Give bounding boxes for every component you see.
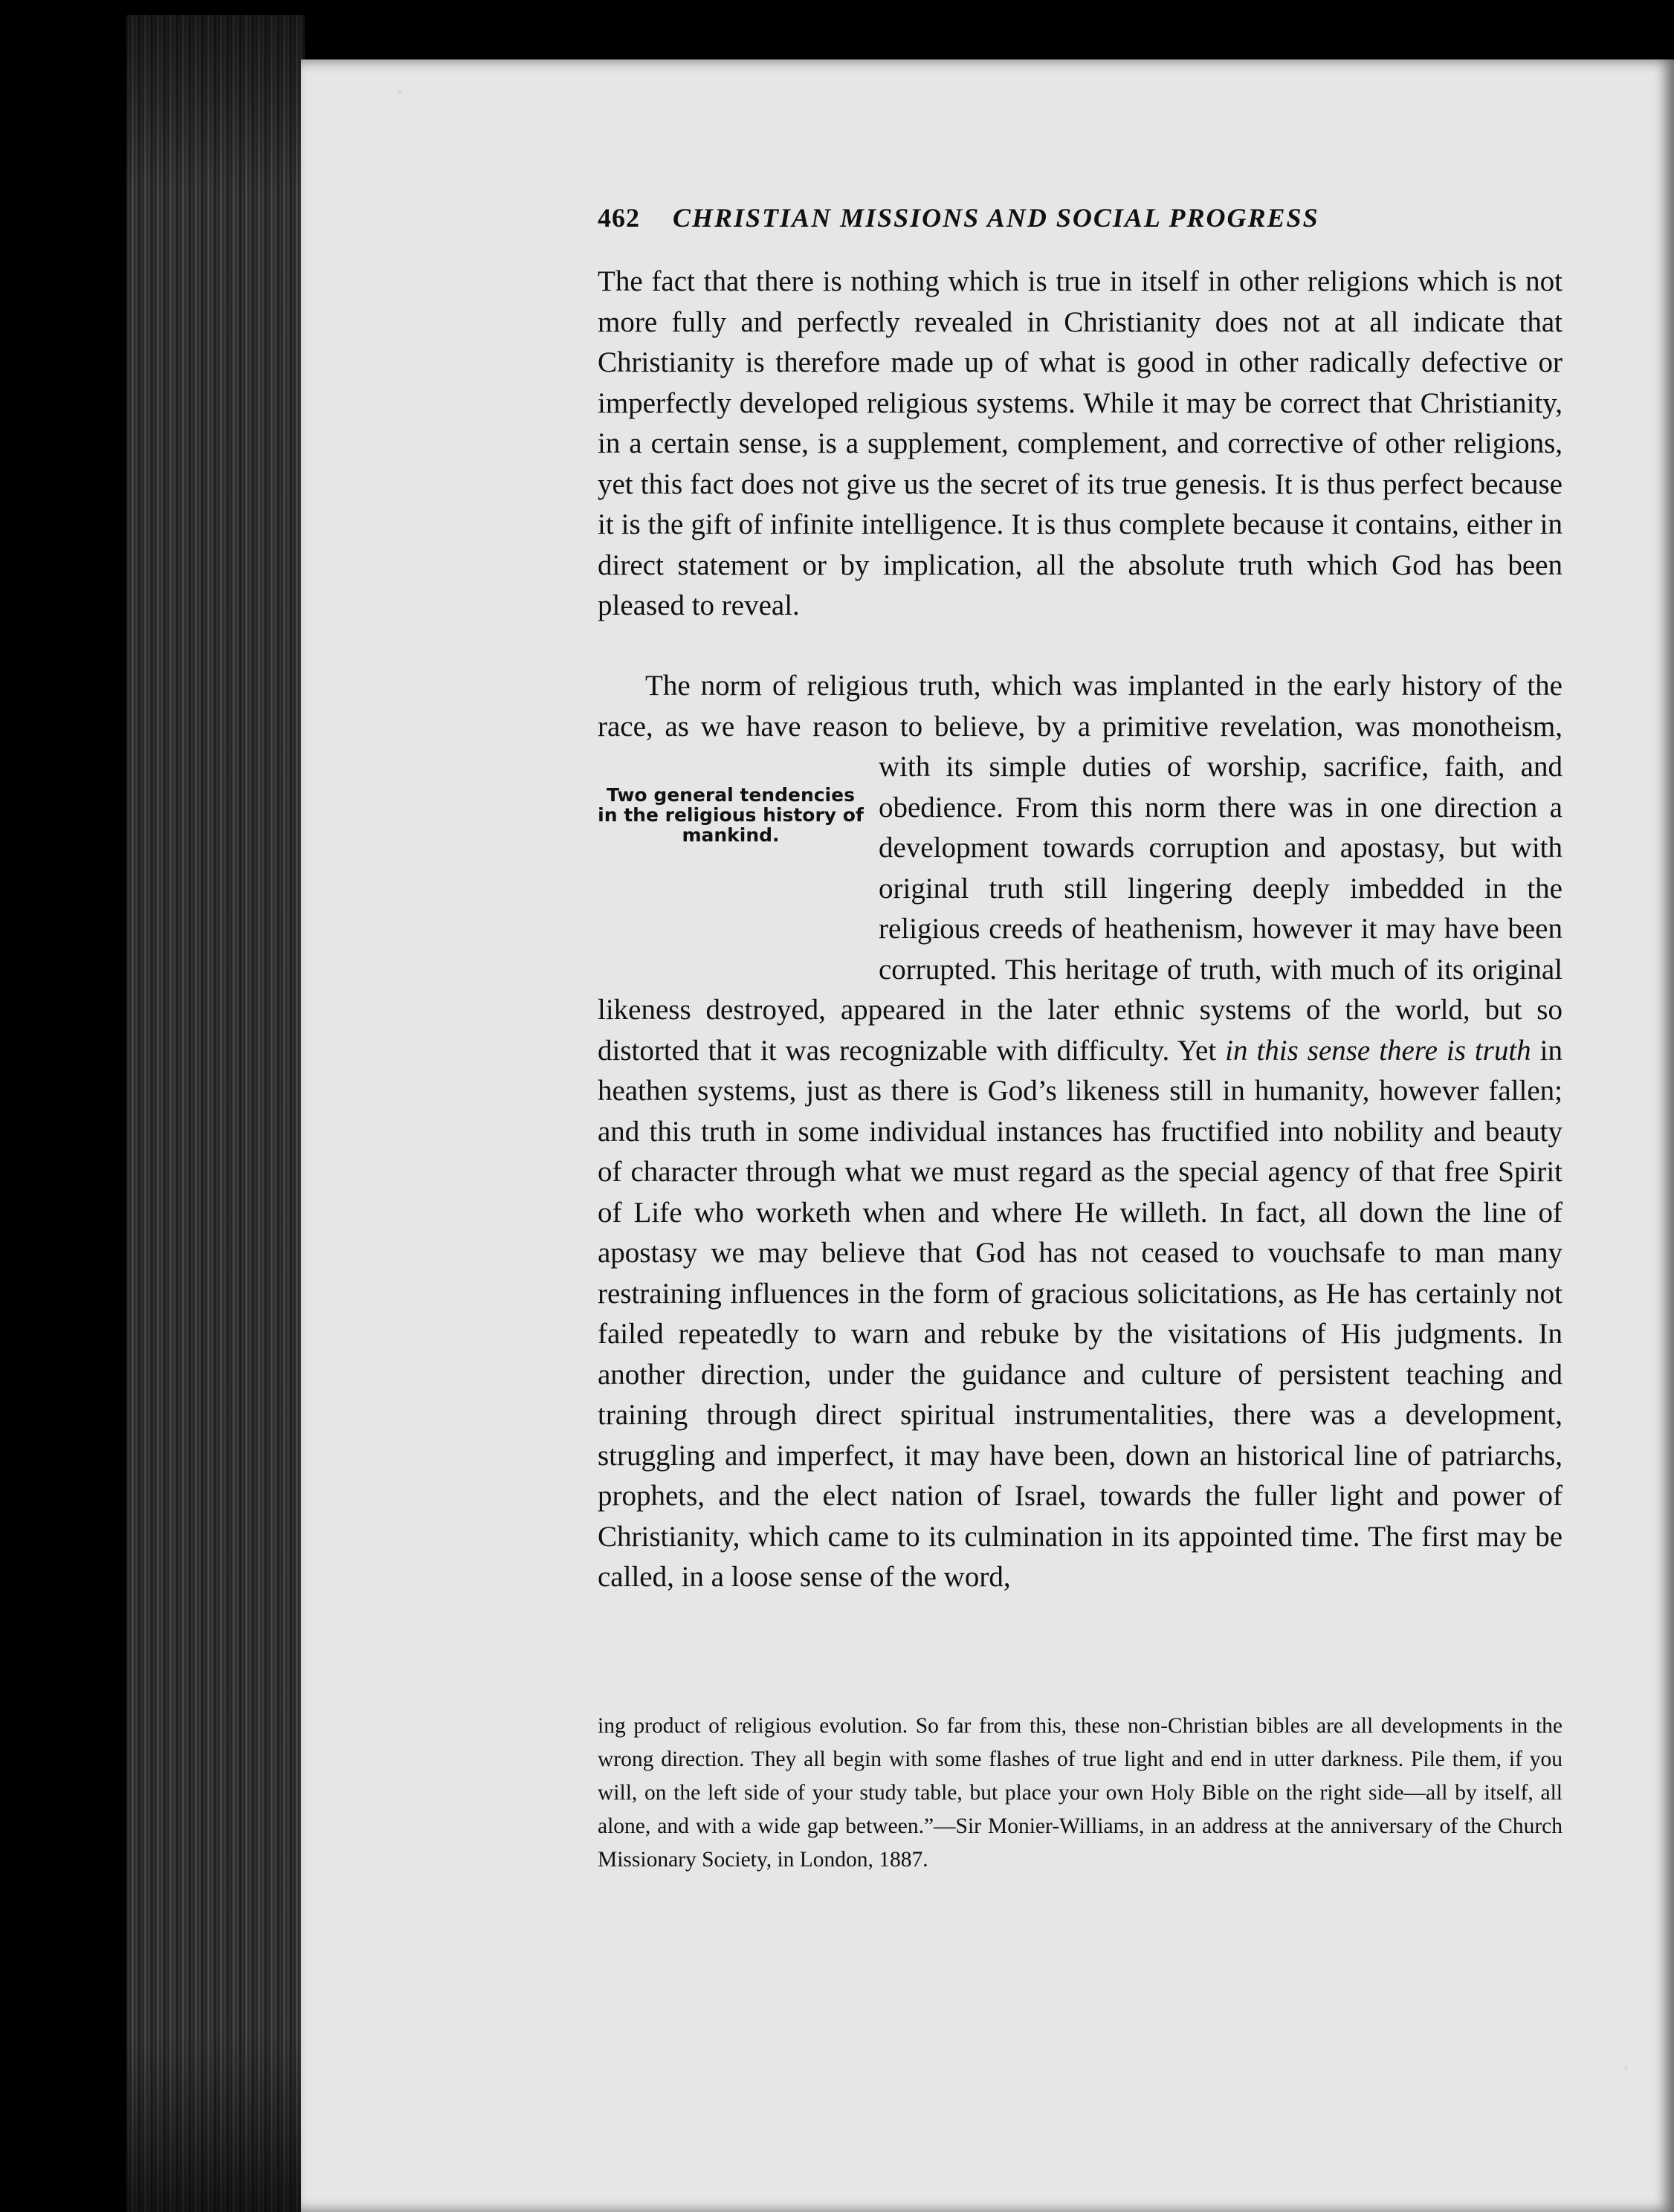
- paragraph-2-body-after-italic: in heathen systems, just as there is God’s likeness still in humanity, however fallen; and this truth in some individual instances has fructified into nobility and beauty of character through what we must regard as the special agency of that free Spirit of Life who worketh when and where He willeth. In fact, all down the line of apostasy we may believe that God has not ceased to vouchsafe to man many restraining influences in the form of gracious solicitations, as He has certainly not failed repeatedly to warn and rebuke by the visitations of His judgments. In another direction, under the guidance and culture of persistent teaching and training through direct spiritual instrumentalities, there was a development, struggling and imperfect, it may have been, down an historical line of patriarchs, prophets, and the elect nation of Israel, towards the fuller light and power of Christianity, which came to its culmination in its appointed time. The first may be called, in a loose sense of the word,: [598, 1034, 1562, 1593]
- book-spine-edge: [126, 15, 305, 2212]
- paragraph-1: The fact that there is nothing which is true in itself in other religions which is not more fully and perfectly revealed in Christianity does not at all indicate that Christianity is therefore made up of what is good in other radically defective or imperfectly developed religious systems. While it may be correct that Christianity, in a certain sense, is a supplement, complement, and corrective of other religions, yet this fact does not give us the secret of its true genesis. It is thus perfect because it is the gift of infinite intelligence. It is thus complete because it contains, either in direct statement or by implication, all the absolute truth which God has been pleased to reveal.: [598, 265, 1562, 621]
- paragraph-2-lead: The norm of religious truth, which was implanted in the early history of the race, as we have reason to believe, by a primitive revelation,: [598, 670, 1562, 743]
- paragraph-2-body-before-italic: was monotheism, with its simple duties of worship, sacrifice, faith, and obedience. From this norm there was in one direction a development towards corruption and apostasy, but with original truth still lingering deeply imbedded in the religious creeds of heathenism, however it may have been corrupted. This heritage of truth, with much of its original likeness destroyed, appeared in the later ethnic systems of the world, but so distorted that it was recognizable with difficulty. Yet: [598, 710, 1563, 1067]
- running-head-title: CHRISTIAN MISSIONS AND SOCIAL PROGRESS: [673, 203, 1319, 233]
- paragraph-2-italic-phrase: in this sense there is truth: [1225, 1034, 1531, 1067]
- footnote: ing product of religious evolution. So far from this, these non-Christian bibles are all developments in the wrong direction. They all begin with some flashes of true light and end in utter darkness. Pile them, if you will, on the left side of your study table, but place your own Holy Bible on the right side—all by itself, all alone, and with a wide gap between.”—Sir Monier-Williams, in an address at the anniversary of the Church Missionary Society, in London, 1887.: [598, 1714, 1562, 1872]
- running-head: [598, 202, 1438, 233]
- page-speck: [1624, 2066, 1628, 2070]
- page-number: 462: [598, 203, 640, 233]
- margin-note-space: [598, 748, 879, 951]
- margin-note: Two general tendencies in the religious history of mankind.: [598, 784, 864, 846]
- page-speck: [398, 89, 402, 94]
